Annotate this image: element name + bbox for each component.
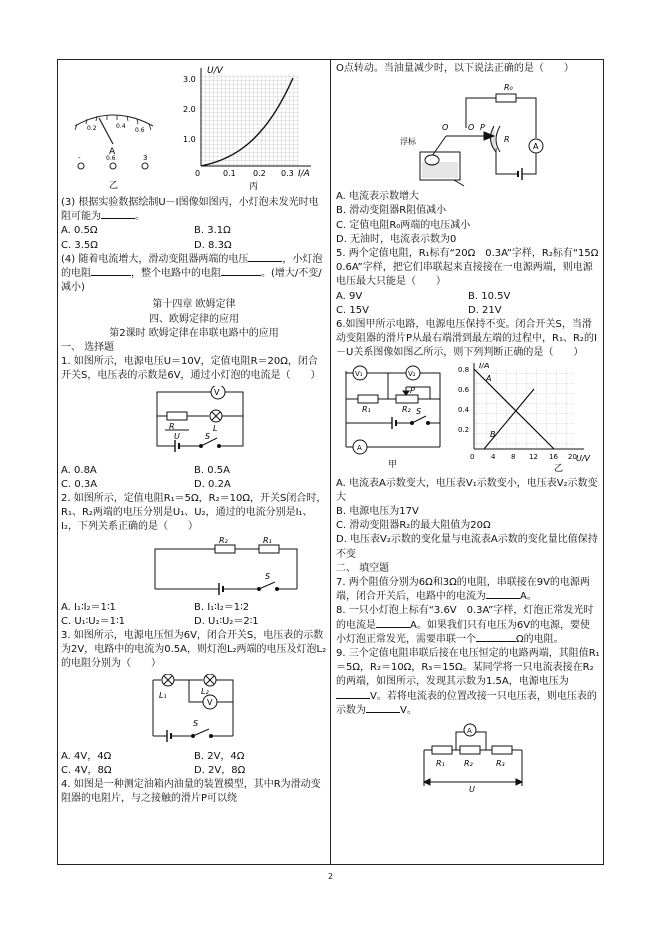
q3b-option-d[interactable]: D. 2V，8Ω	[194, 764, 246, 776]
q1-s-label: S	[205, 431, 211, 441]
q9-circuit	[336, 720, 600, 794]
chapter-title: 第十四章 欧姆定律	[152, 299, 236, 311]
q4b-p-label: P	[480, 123, 485, 133]
q1-l-label: L	[213, 423, 218, 433]
q2-s-label: S	[265, 571, 271, 581]
q1-option-b[interactable]: B. 0.5A	[194, 464, 230, 476]
q6-a-label: A	[357, 443, 362, 452]
q2-r2-label: R₂	[219, 536, 228, 545]
q3-option-b[interactable]: B. 3.1Ω	[194, 225, 231, 237]
q6-ytick-02: 0.2	[458, 425, 470, 434]
q5-options-row1	[336, 290, 600, 304]
graph-ytick-2: 2.0	[183, 105, 196, 114]
q3-option-a[interactable]: A. 0.5Ω	[61, 225, 98, 237]
q1-circuit	[61, 386, 327, 462]
q9-blank-1[interactable]	[336, 698, 370, 699]
q6-caption-left: 甲	[388, 459, 398, 470]
q2-stem: 2. 如图所示，定值电阻R₁＝5Ω，R₂＝10Ω，开关S闭合时，R₁、R₂两端的电压分别是U₁、U₂，通过的电流分别是I₁、I₂，下列关系正确的是（ ）	[61, 493, 327, 533]
q4b-option-c[interactable]: C. 定值电阻R₀两端的电压减小	[336, 219, 471, 231]
q6-option-d[interactable]: D. 电压表V₂示数的变化量与电流表A示数的变化量比值保持不变	[336, 534, 598, 560]
q4b-r0-label: R₀	[504, 83, 513, 93]
meter-term-3: 3	[143, 154, 148, 162]
q4b-o2-label: O	[468, 123, 475, 133]
q3-stem: (3) 根据实验数据绘制U－I图像如图丙，小灯泡未发光时电阻可能为 。	[61, 197, 319, 223]
q4-stem: (4) 随着电流增大，滑动变阻器两端的电压 ，小灯泡的电阻 ，整个电路中的电阻 。(增大/不变/减小)	[61, 253, 323, 294]
page-number: 2	[327, 872, 334, 881]
meter-caption: 乙	[109, 181, 119, 191]
q4-blank-3[interactable]	[221, 275, 261, 276]
q1-u-label: U	[174, 431, 180, 441]
q1-option-d[interactable]: D. 0.2A	[194, 478, 231, 490]
q3b-l1-label: L₁	[159, 690, 167, 700]
q1-option-a[interactable]: A. 0.8A	[61, 464, 97, 476]
q3b-option-b[interactable]: B. 2V，4Ω	[194, 750, 245, 762]
q2-option-d[interactable]: D. U₁∶U₂＝2∶1	[194, 615, 259, 627]
q4b-stem: 4. 如图是一种测定油箱内油量的装置模型，其中R为滑动变阻器的电阻片，与之接触的滑片P可以绕	[61, 779, 321, 805]
q8-stem: 8. 一只小灯泡上标有“3.6V 0.3A”字样，灯泡正常发光时的电流是 A。如果我们只有电压为6V的电源，要使小灯泡正常发光，需要串联一个 Ω的电阻。	[336, 605, 594, 645]
q3-options-row2	[61, 239, 327, 253]
q2-option-b[interactable]: B. I₁∶I₂＝1∶2	[194, 601, 250, 613]
q3b-l2-label: L₂	[201, 686, 209, 696]
q3b-option-a[interactable]: A. 4V，4Ω	[61, 750, 112, 762]
graph-ylabel: U/V	[207, 66, 223, 76]
q9-r1-label: R₁	[436, 759, 445, 769]
q6-iu-graph	[458, 363, 591, 474]
q9-r3-label: R₃	[496, 759, 505, 769]
q3b-options-row1	[61, 750, 327, 764]
q3b-option-c[interactable]: C. 4V，8Ω	[61, 764, 112, 776]
q3b-s-label: S	[193, 718, 199, 728]
q1-options-row2	[61, 478, 327, 492]
q9-blank-2[interactable]	[366, 712, 400, 713]
q6-line-a-label: A	[486, 373, 492, 383]
q2-option-c[interactable]: C. U₁∶U₂＝1∶1	[61, 615, 125, 627]
q5-stem: 5. 两个定值电阻，R₁标有“20Ω 0.3A”字样，R₂标有“15Ω 0.6A”字样，把它们串联起来直接接在一电源两端，则电源电压最大只能是（ ）	[336, 248, 609, 288]
q6-s-label: S	[416, 406, 422, 416]
ui-graph	[183, 66, 311, 192]
q6-graph-ylabel: I/A	[479, 362, 490, 370]
figure-meter-and-graph	[61, 64, 327, 194]
q6-xtick-0: 0	[470, 452, 475, 461]
ammeter-dial	[75, 115, 153, 191]
q6-caption-right: 乙	[554, 463, 564, 474]
graph-xtick-3: 0.3	[281, 169, 294, 178]
graph-xtick-1: 0.1	[223, 169, 236, 178]
q4b-r-label: R	[504, 135, 510, 145]
q9-ammeter-label: A	[467, 727, 472, 736]
q1-option-c[interactable]: C. 0.3A	[61, 478, 98, 490]
graph-caption: 丙	[249, 182, 259, 192]
left-column	[61, 62, 327, 806]
q6-option-b[interactable]: B. 电源电压为17V	[336, 506, 419, 518]
q6-v1-label: V₁	[355, 369, 363, 378]
q3-options-row1	[61, 224, 327, 238]
meter-scale-1: 0.2	[87, 125, 97, 132]
q1-r-label: R	[169, 421, 175, 431]
meter-term-06: 0.6	[106, 155, 116, 162]
meter-unit-label: A	[109, 147, 116, 157]
q6-r1-label: R₁	[362, 404, 371, 414]
q4b-oil-gauge-figure	[336, 78, 600, 188]
meter-scale-2: 0.4	[116, 123, 126, 130]
q4-blank-1[interactable]	[248, 261, 282, 262]
q5-option-c[interactable]: C. 15V	[336, 304, 369, 316]
q2-r1-label: R₁	[263, 536, 272, 545]
q3b-options-row2	[61, 764, 327, 778]
q9-r2-label: R₂	[464, 759, 473, 769]
q6-ytick-06: 0.6	[458, 385, 470, 394]
q6-graph-xlabel: U/V	[576, 453, 591, 463]
graph-ytick-3: 3.0	[183, 75, 196, 84]
q4-blank-2[interactable]	[91, 275, 131, 276]
q6-stem: 6.如图甲所示电路，电源电压保持不变。闭合开关S，当滑动变阻器的滑片P从最右端滑到最左端的过程中，R₁、R₂的I－U关系图像如图乙所示，则下列判断正确的是（ ）	[336, 319, 597, 359]
section-title: 四、欧姆定律的应用	[149, 313, 239, 325]
q6-line-b-label: B	[490, 429, 496, 439]
meter-scale-3: 0.6	[135, 127, 145, 134]
lesson-title: 第2课时 欧姆定律在串联电路中的应用	[109, 327, 279, 339]
graph-xtick-0: 0	[195, 169, 201, 178]
q8-blank-1[interactable]	[376, 627, 410, 628]
q6-xtick-4: 4	[491, 452, 496, 461]
q2-options-row2	[61, 615, 327, 629]
q3b-v-label: V	[207, 697, 213, 707]
q7-stem: 7. 两个阻值分别为6Ω和3Ω的电阻，串联接在9V的电源两端，闭合开关后，电路中的电流为 A。	[336, 577, 590, 603]
q6-ytick-08: 0.8	[458, 365, 470, 374]
column-divider	[330, 59, 331, 865]
q9-stem: 9. 三个定值电阻串联后接在电压恒定的电路两端，其阻值R₁＝5Ω，R₂＝10Ω，R₃＝15Ω。某同学将一只电流表接在R₂的两端，如图所示，发现其示数为1.5A，电源电压为V。若将电流表的位置改接一只电压表，则电压表的示数为 V。	[336, 648, 600, 716]
q5-options-row2	[336, 304, 600, 318]
q4b-o1-label: O	[442, 123, 449, 133]
q4b-stem-cont: O点转动。当油量减少时，以下说法正确的是（ ）	[336, 63, 574, 74]
q7-blank[interactable]	[486, 598, 520, 599]
q3b-circuit	[61, 674, 327, 748]
q6-option-a[interactable]: A. 电流表A示数变大，电压表V₁示数变小，电压表V₂示数变大	[336, 477, 598, 503]
q1-options-row1	[61, 464, 327, 478]
q6-p-label: P	[410, 385, 415, 395]
meter-term-minus: -	[78, 154, 81, 162]
q4b-float-label: 浮标	[400, 137, 416, 147]
graph-xlabel: I/A	[298, 169, 310, 179]
graph-xtick-2: 0.2	[253, 169, 266, 178]
q5-option-b[interactable]: B. 10.5V	[468, 290, 511, 302]
right-column	[336, 62, 609, 796]
q4b-option-a[interactable]: A. 电流表示数增大	[336, 191, 420, 203]
q2-option-a[interactable]: A. I₁∶I₂＝1∶1	[61, 601, 116, 613]
q4b-ammeter-label: A	[533, 142, 539, 152]
part2-heading: 二、 填空题	[336, 562, 390, 574]
q5-option-d[interactable]: D. 21V	[468, 304, 502, 316]
q5-option-a[interactable]: A. 9V	[336, 290, 363, 302]
part1-heading: 一、 选择题	[61, 342, 115, 354]
q3-option-c[interactable]: C. 3.5Ω	[61, 239, 98, 251]
q6-figure	[336, 363, 600, 475]
q6-xtick-12: 12	[529, 452, 538, 461]
q8-blank-2[interactable]	[476, 641, 516, 642]
q1-voltmeter-label: V	[214, 387, 220, 397]
q6-ytick-04: 0.4	[458, 405, 470, 414]
q4b-option-d[interactable]: D. 无油时，电流表示数为0	[336, 233, 457, 245]
q6-option-c[interactable]: C. 滑动变阻器R₂的最大阻值为20Ω	[336, 520, 491, 532]
graph-ytick-1: 1.0	[183, 135, 196, 144]
q3b-stem: 3. 如图所示，电源电压恒为6V，闭合开关S，电压表的示数为2V，电路中的电流为0.5A，则灯泡L₂两端的电压及灯泡L₂的电阻分别为（ ）	[61, 630, 327, 670]
q6-xtick-8: 8	[511, 452, 516, 461]
q6-xtick-20: 20	[568, 452, 577, 461]
q2-options-row1	[61, 601, 327, 615]
q6-r2-label: R₂	[402, 404, 411, 414]
q9-u-label: U	[469, 785, 475, 795]
q6-v2-label: V₂	[408, 369, 416, 378]
q1-stem: 1. 如图所示，电源电压U＝10V，定值电阻R＝20Ω，闭合开关S，电压表的示数是6V，通过小灯泡的电流是（ ）	[61, 356, 321, 382]
q3-blank[interactable]	[101, 218, 135, 219]
q2-circuit	[61, 537, 327, 599]
q6-xtick-16: 16	[549, 452, 558, 461]
q3-option-d[interactable]: D. 8.3Ω	[194, 239, 232, 251]
q4b-option-b[interactable]: B. 滑动变阻器R阻值减小	[336, 205, 447, 217]
